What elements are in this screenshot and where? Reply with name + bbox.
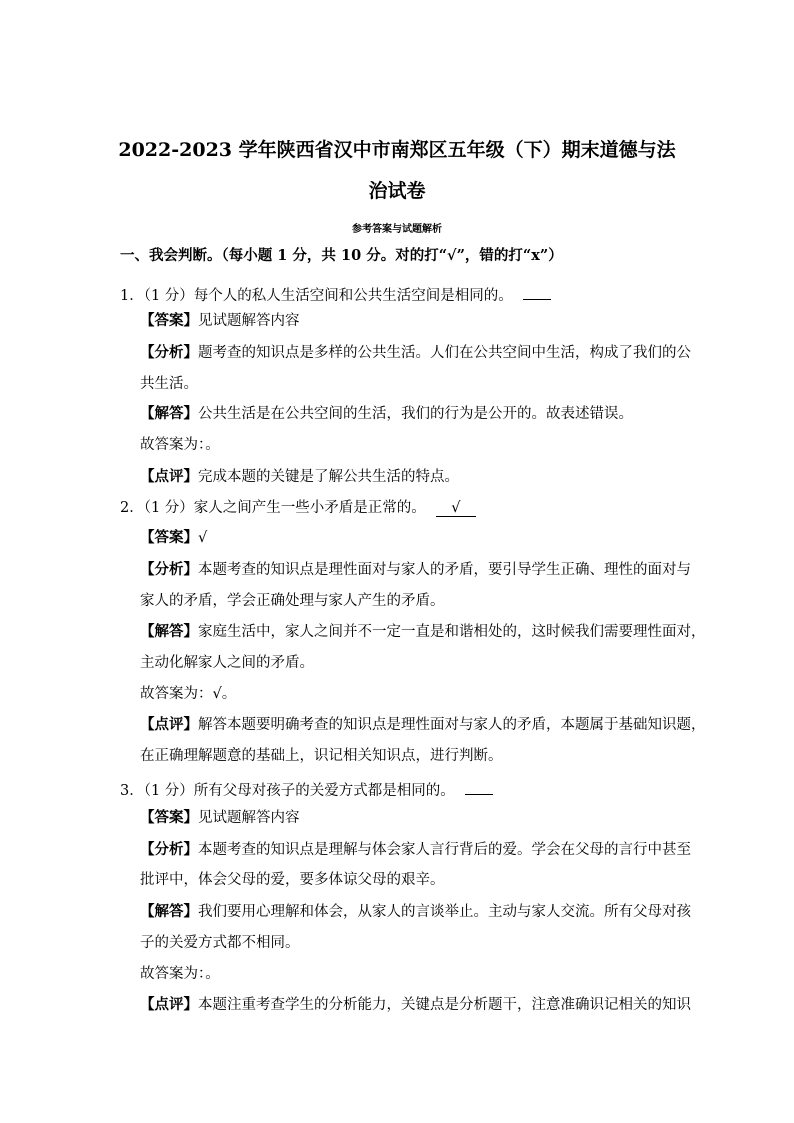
analysis-label: 【分析】	[140, 841, 198, 858]
question-2-comment-cont: 在正确理解题意的基础上，识记相关知识点，进行判断。	[140, 748, 503, 764]
comment-label: 【点评】	[140, 996, 198, 1013]
question-3-answer	[140, 809, 300, 827]
analysis-label: 【分析】	[140, 344, 198, 361]
question-3-comment	[140, 996, 691, 1014]
analysis-text: 本题考查的知识点是理解与体会家人言行背后的爱。学会在父母的言行中甚至	[198, 842, 691, 858]
question-1-blank	[523, 283, 551, 300]
analysis-text: 本题考查的知识点是理性面对与家人的矛盾，要引导学生正确、理性的面对与	[198, 562, 691, 578]
answer-text: √	[198, 530, 208, 546]
solution-label: 【解答】	[140, 623, 198, 640]
question-2-analysis-cont: 家人的矛盾，学会正确处理与家人产生的矛盾。	[140, 593, 445, 609]
question-3-solution	[140, 903, 691, 921]
comment-text: 解答本题要明确考查的知识点是理性面对与家人的矛盾，本题属于基础知识题，	[198, 717, 706, 733]
answer-label: 【答案】	[140, 529, 198, 546]
question-1-solution	[140, 405, 633, 423]
solution-text: 公共生活是在公共空间的生活，我们的行为是公开的。故表述错误。	[198, 406, 633, 422]
document-subtitle: 参考答案与试题解析	[352, 224, 442, 235]
document-title-line-2: 治试卷	[368, 180, 426, 202]
answer-label: 【答案】	[140, 312, 198, 329]
comment-text: 本题注重考查学生的分析能力，关键点是分析题干，注意准确识记相关的知识	[198, 997, 691, 1013]
question-1-stem	[120, 283, 551, 305]
question-2-answer	[140, 529, 207, 547]
question-1-analysis-cont: 共生活。	[140, 376, 198, 392]
solution-text: 我们要用心理解和体会，从家人的言谈举止。主动与家人交流。所有父母对孩	[198, 904, 691, 920]
answer-label: 【答案】	[140, 809, 198, 826]
question-2-solution-cont: 主动化解家人之间的矛盾。	[140, 655, 314, 671]
question-3-stem	[120, 778, 493, 800]
solution-label: 【解答】	[140, 405, 198, 422]
question-3-blank	[465, 778, 493, 795]
comment-label: 【点评】	[140, 468, 198, 485]
question-1-comment	[140, 468, 459, 486]
question-2-analysis	[140, 561, 691, 579]
question-3-text: 3．（1 分）所有父母对孩子的关爱方式都是相同的。	[120, 783, 455, 799]
question-2-comment	[140, 716, 706, 734]
question-3-final: 故答案为：。	[140, 966, 220, 982]
question-2-final: 故答案为：√。	[140, 686, 237, 702]
question-2-text: 2．（1 分）家人之间产生一些小矛盾是正常的。	[120, 500, 426, 516]
section-heading: 一、我会判断。（每小题 1 分，共 10 分。对的打“√”，错的打“x”）	[120, 247, 563, 264]
solution-text: 家庭生活中，家人之间并不一定一直是和谐相处的，这时候我们需要理性面对，	[198, 624, 706, 640]
question-1-text: 1．（1 分）每个人的私人生活空间和公共生活空间是相同的。	[120, 288, 513, 304]
question-2-blank: √	[436, 500, 476, 517]
question-2-solution	[140, 623, 706, 641]
answer-text: 见试题解答内容	[198, 313, 300, 329]
document-title-line-1: 2022-2023 学年陕西省汉中市南郑区五年级（下）期末道德与法	[118, 139, 676, 161]
solution-label: 【解答】	[140, 903, 198, 920]
answer-text: 见试题解答内容	[198, 810, 300, 826]
question-3-solution-cont: 子的关爱方式都不相同。	[140, 935, 300, 951]
comment-label: 【点评】	[140, 716, 198, 733]
question-1-final: 故答案为：。	[140, 437, 220, 453]
question-1-answer	[140, 312, 300, 330]
question-1-analysis	[140, 344, 691, 362]
question-2-stem	[120, 499, 476, 517]
question-3-analysis-cont: 批评中，体会父母的爱，要多体谅父母的艰辛。	[140, 872, 445, 888]
comment-text: 完成本题的关键是了解公共生活的特点。	[198, 469, 459, 485]
analysis-label: 【分析】	[140, 561, 198, 578]
question-3-analysis	[140, 841, 691, 859]
analysis-text: 题考查的知识点是多样的公共生活。人们在公共空间中生活，构成了我们的公	[198, 345, 691, 361]
